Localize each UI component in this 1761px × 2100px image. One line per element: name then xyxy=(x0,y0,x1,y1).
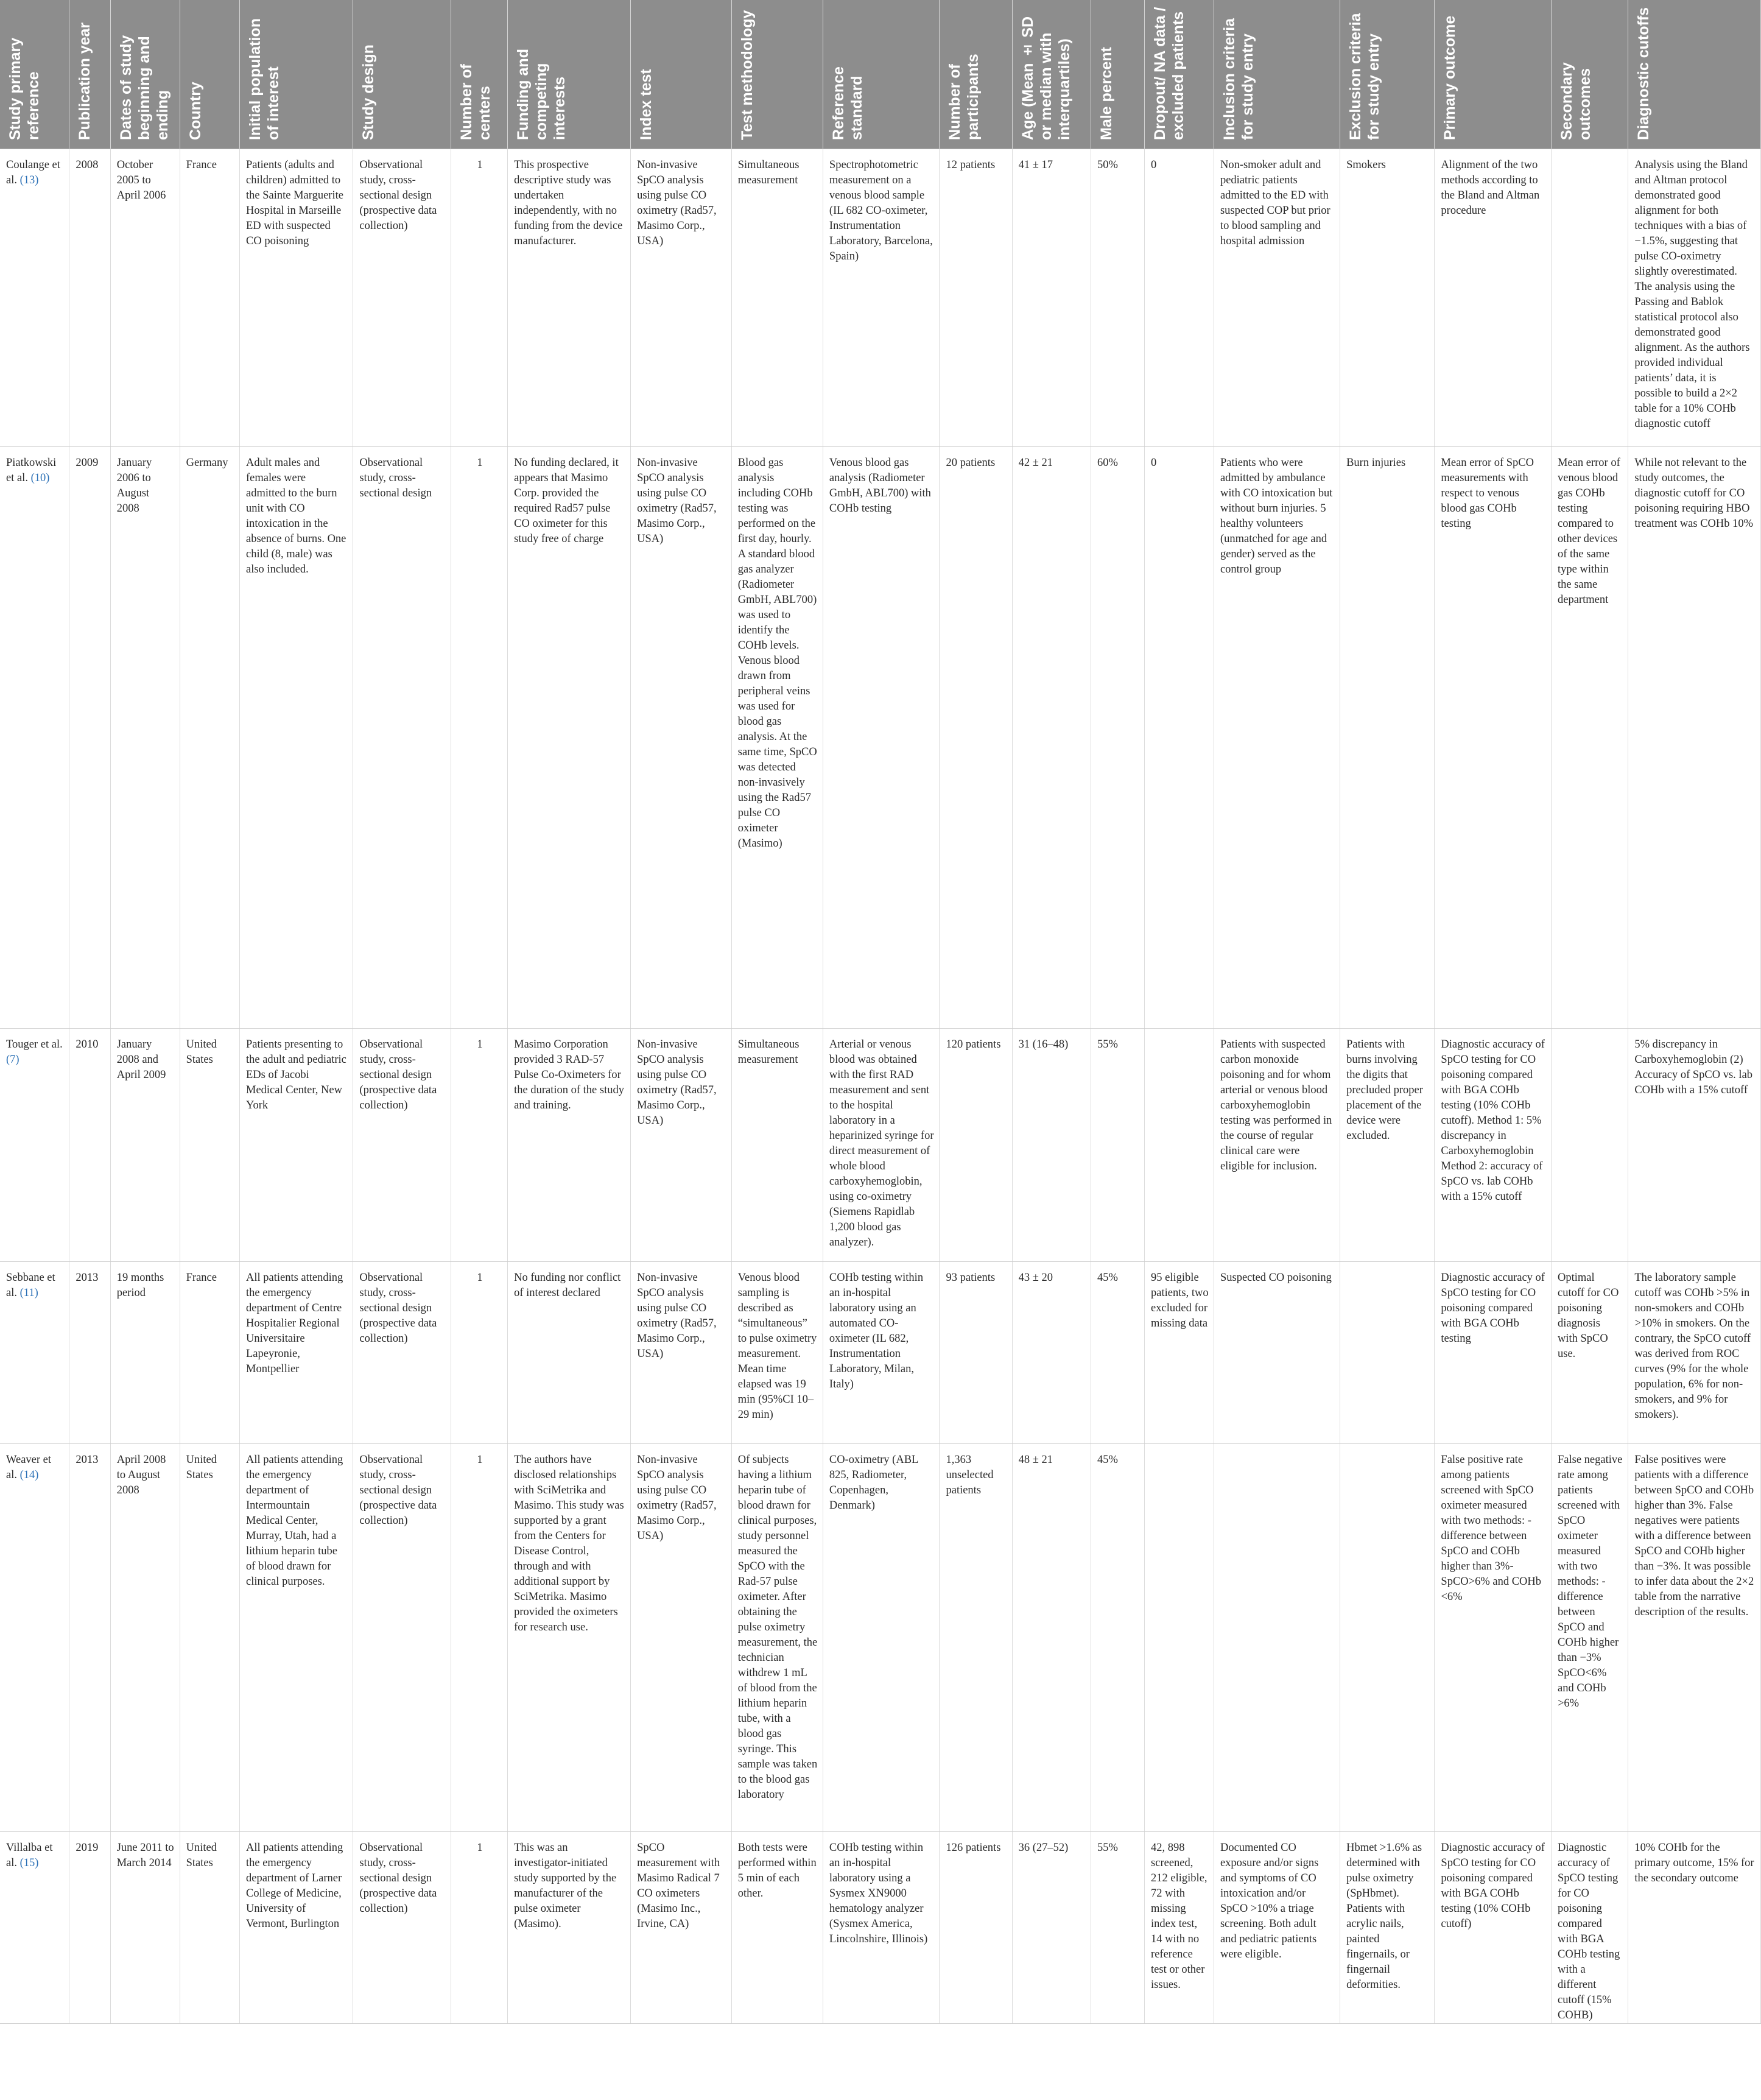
column-header: Number of participants xyxy=(940,0,1012,149)
cell-participants: 120 patients xyxy=(940,1029,1012,1262)
cell-male-percent: 55% xyxy=(1091,1832,1145,2024)
column-header: Number of centers xyxy=(451,0,507,149)
cell-centers: 1 xyxy=(451,1832,507,2024)
cell-population: Adult males and females were admitted to the burn unit with CO intoxication in the absence of burns. One child (8, male) was also included. xyxy=(240,447,353,1029)
cell-male-percent: 50% xyxy=(1091,149,1145,447)
cell-test-methodology: Blood gas analysis including COHb testing was performed on the first day, hourly. A standard blood gas analyzer (Radiometer GmbH, ABL700) was used to identify the COHb levels. Venous blood drawn from peripheral veins was used for blood gas analysis. At the same time, SpCO was detected non-invasively using the Rad57 pulse CO oximeter (Masimo) xyxy=(731,447,823,1029)
cell-age: 43 ± 20 xyxy=(1012,1262,1091,1444)
study-name: Touger et al. xyxy=(6,1038,63,1051)
cell-study-reference xyxy=(0,1029,69,1262)
cell-population: All patients attending the emergency department of Intermountain Medical Center, Murray, Utah, had a lithium heparin tube of blood drawn for clinical purposes. xyxy=(240,1444,353,1832)
cell-secondary-outcomes: False negative rate among patients screened with SpCO oximeter measured with two methods: -difference between SpCO and COHb higher than −3% SpCO<6% and COHb >6% xyxy=(1552,1444,1628,1832)
column-header: Index test xyxy=(631,0,732,149)
cell-diagnostic-cutoffs: While not relevant to the study outcomes, the diagnostic cutoff for CO poisoning requiring HBO treatment was COHb 10% xyxy=(1628,447,1761,1029)
table-row xyxy=(0,1262,1761,1444)
table-body xyxy=(0,149,1761,2024)
column-header: Dropout/ NA data / excluded patients xyxy=(1145,0,1214,149)
table-header xyxy=(0,0,1761,149)
cell-diagnostic-cutoffs: False positives were patients with a difference between SpCO and COHb higher than 3%. False negatives were patients with a difference between SpCO and COHb higher than −3%. It was possible to infer data about the 2×2 table from the narrative description of the results. xyxy=(1628,1444,1761,1832)
cell-country: United States xyxy=(180,1029,239,1262)
cell-reference-standard: COHb testing within an in-hospital laboratory using an automated CO-oximeter (IL 682, Instrumentation Laboratory, Milan, Italy) xyxy=(823,1262,940,1444)
column-header: Primary outcome xyxy=(1435,0,1552,149)
cell-exclusion: Smokers xyxy=(1340,149,1435,447)
cell-inclusion: Documented CO exposure and/or signs and symptoms of CO intoxication and/or SpCO >10% a triage screening. Both adult and pediatric patients were eligible. xyxy=(1214,1832,1340,2024)
cell-exclusion xyxy=(1340,1262,1435,1444)
cell-male-percent: 55% xyxy=(1091,1029,1145,1262)
cell-study-reference xyxy=(0,1262,69,1444)
cell-dropout: 0 xyxy=(1145,149,1214,447)
cell-dates: 19 months period xyxy=(110,1262,180,1444)
cell-centers: 1 xyxy=(451,1262,507,1444)
cell-participants: 126 patients xyxy=(940,1832,1012,2024)
citation-link[interactable]: (14) xyxy=(19,1469,39,1481)
cell-country: France xyxy=(180,1262,239,1444)
cell-secondary-outcomes: Diagnostic accuracy of SpCO testing for CO poisoning compared with BGA COHb testing with a different cutoff (15% COHB) xyxy=(1552,1832,1628,2024)
cell-primary-outcome: Alignment of the two methods according to the Bland and Altman procedure xyxy=(1435,149,1552,447)
cell-publication-year: 2013 xyxy=(69,1262,110,1444)
table-row xyxy=(0,1832,1761,2024)
cell-centers: 1 xyxy=(451,1444,507,1832)
cell-country: United States xyxy=(180,1444,239,1832)
cell-index-test: Non-invasive SpCO analysis using pulse CO oximetry (Rad57, Masimo Corp., USA) xyxy=(631,1262,732,1444)
column-header: Initial population of interest xyxy=(240,0,353,149)
cell-population: Patients presenting to the adult and pediatric EDs of Jacobi Medical Center, New York xyxy=(240,1029,353,1262)
cell-funding: This was an investigator-initiated study supported by the manufacturer of the pulse oximeter (Masimo). xyxy=(508,1832,631,2024)
cell-dates: October 2005 to April 2006 xyxy=(110,149,180,447)
cell-funding: No funding nor conflict of interest declared xyxy=(508,1262,631,1444)
cell-participants: 1,363 unselected patients xyxy=(940,1444,1012,1832)
cell-test-methodology: Simultaneous measurement xyxy=(731,149,823,447)
cell-publication-year: 2013 xyxy=(69,1444,110,1832)
table-row xyxy=(0,1029,1761,1262)
cell-reference-standard: Venous blood gas analysis (Radiometer GmbH, ABL700) with COHb testing xyxy=(823,447,940,1029)
column-header: Funding and competing interests xyxy=(508,0,631,149)
citation-link[interactable]: (13) xyxy=(19,174,39,186)
cell-age: 41 ± 17 xyxy=(1012,149,1091,447)
cell-publication-year: 2008 xyxy=(69,149,110,447)
cell-country: United States xyxy=(180,1832,239,2024)
cell-male-percent: 45% xyxy=(1091,1444,1145,1832)
cell-study-design: Observational study, cross-sectional design (prospective data collection) xyxy=(353,1029,451,1262)
cell-country: France xyxy=(180,149,239,447)
column-header: Diagnostic cutoffs xyxy=(1628,0,1761,149)
cell-centers: 1 xyxy=(451,447,507,1029)
cell-diagnostic-cutoffs: Analysis using the Bland and Altman protocol demonstrated good alignment for both techniques with a bias of −1.5%, suggesting that pulse CO-oximetry slightly overestimated. The analysis using the Passing and Bablok statistical protocol also demonstrated good alignment. As the authors provided individual patients’ data, it is possible to build a 2×2 table for a 10% COHb diagnostic cutoff xyxy=(1628,149,1761,447)
cell-population: All patients attending the emergency department of Centre Hospitalier Regional Universitaire Lapeyronie, Montpellier xyxy=(240,1262,353,1444)
cell-study-design: Observational study, cross-sectional design (prospective data collection) xyxy=(353,1832,451,2024)
cell-test-methodology: Of subjects having a lithium heparin tube of blood drawn for clinical purposes, study personnel measured the SpCO with the Rad-57 pulse oximeter. After obtaining the pulse oximetry measurement, the technician withdrew 1 mL of blood from the lithium heparin tube, with a blood gas syringe. This sample was taken to the blood gas laboratory xyxy=(731,1444,823,1832)
cell-secondary-outcomes: Mean error of venous blood gas COHb testing compared to other devices of the same type within the same department xyxy=(1552,447,1628,1029)
cell-participants: 93 patients xyxy=(940,1262,1012,1444)
cell-test-methodology: Simultaneous measurement xyxy=(731,1029,823,1262)
cell-study-design: Observational study, cross-sectional design xyxy=(353,447,451,1029)
cell-secondary-outcomes: Optimal cutoff for CO poisoning diagnosis with SpCO use. xyxy=(1552,1262,1628,1444)
study-name: Weaver et al. xyxy=(6,1454,51,1481)
study-name: Piatkowski et al. xyxy=(6,457,57,484)
column-header: Exclusion criteria for study entry xyxy=(1340,0,1435,149)
cell-centers: 1 xyxy=(451,1029,507,1262)
cell-study-reference xyxy=(0,1444,69,1832)
cell-inclusion: Suspected CO poisoning xyxy=(1214,1262,1340,1444)
column-header: Dates of study beginning and ending xyxy=(110,0,180,149)
column-header: Reference standard xyxy=(823,0,940,149)
cell-inclusion xyxy=(1214,1444,1340,1832)
cell-secondary-outcomes xyxy=(1552,1029,1628,1262)
cell-inclusion: Patients who were admitted by ambulance with CO intoxication but without burn injuries. 5 healthy volunteers (unmatched for age and gender) served as the control group xyxy=(1214,447,1340,1029)
cell-study-reference xyxy=(0,1832,69,2024)
cell-diagnostic-cutoffs: 10% COHb for the primary outcome, 15% for the secondary outcome xyxy=(1628,1832,1761,2024)
cell-reference-standard: COHb testing within an in-hospital laboratory using a Sysmex XN9000 hematology analyzer (Sysmex America, Lincolnshire, Illinois) xyxy=(823,1832,940,2024)
citation-link[interactable]: (10) xyxy=(30,472,50,484)
cell-study-reference xyxy=(0,447,69,1029)
cell-study-design: Observational study, cross-sectional design (prospective data collection) xyxy=(353,1444,451,1832)
cell-population: All patients attending the emergency department of Larner College of Medicine, University of Vermont, Burlington xyxy=(240,1832,353,2024)
cell-dates: April 2008 to August 2008 xyxy=(110,1444,180,1832)
cell-diagnostic-cutoffs: 5% discrepancy in Carboxyhemoglobin (2) Accuracy of SpCO vs. lab COHb with a 15% cutoff xyxy=(1628,1029,1761,1262)
cell-dates: January 2006 to August 2008 xyxy=(110,447,180,1029)
cell-index-test: Non-invasive SpCO analysis using pulse CO oximetry (Rad57, Masimo Corp., USA) xyxy=(631,149,732,447)
citation-link[interactable]: (11) xyxy=(19,1287,38,1299)
cell-study-design: Observational study, cross-sectional design (prospective data collection) xyxy=(353,1262,451,1444)
cell-male-percent: 60% xyxy=(1091,447,1145,1029)
cell-funding: No funding declared, it appears that Masimo Corp. provided the required Rad57 pulse CO oximeter for this study free of charge xyxy=(508,447,631,1029)
cell-dropout xyxy=(1145,1029,1214,1262)
header-row xyxy=(0,0,1761,149)
cell-study-design: Observational study, cross-sectional design (prospective data collection) xyxy=(353,149,451,447)
cell-dates: June 2011 to March 2014 xyxy=(110,1832,180,2024)
cell-dates: January 2008 and April 2009 xyxy=(110,1029,180,1262)
column-header: Publication year xyxy=(69,0,110,149)
table-row xyxy=(0,1444,1761,1832)
study-name: Villalba et al. xyxy=(6,1842,53,1869)
cell-age: 48 ± 21 xyxy=(1012,1444,1091,1832)
cell-test-methodology: Both tests were performed within 5 min of each other. xyxy=(731,1832,823,2024)
cell-age: 36 (27–52) xyxy=(1012,1832,1091,2024)
column-header: Country xyxy=(180,0,239,149)
column-header: Male percent xyxy=(1091,0,1145,149)
cell-index-test: Non-invasive SpCO analysis using pulse CO oximetry (Rad57, Masimo Corp., USA) xyxy=(631,447,732,1029)
study-name: Coulange et al. xyxy=(6,159,60,186)
cell-index-test: SpCO measurement with Masimo Radical 7 CO oximeters (Masimo Inc., Irvine, CA) xyxy=(631,1832,732,2024)
cell-participants: 20 patients xyxy=(940,447,1012,1029)
cell-primary-outcome: Mean error of SpCO measurements with respect to venous blood gas COHb testing xyxy=(1435,447,1552,1029)
cell-dropout xyxy=(1145,1444,1214,1832)
cell-dropout: 95 eligible patients, two excluded for missing data xyxy=(1145,1262,1214,1444)
cell-primary-outcome: Diagnostic accuracy of SpCO testing for CO poisoning compared with BGA COHb testing (10% COHb cutoff) xyxy=(1435,1832,1552,2024)
column-header: Test methodology xyxy=(731,0,823,149)
cell-study-reference xyxy=(0,149,69,447)
cell-exclusion: Hbmet >1.6% as determined with pulse oximetry (SpHbmet). Patients with acrylic nails, painted fingernails, or fingernail deformities. xyxy=(1340,1832,1435,2024)
cell-participants: 12 patients xyxy=(940,149,1012,447)
cell-age: 31 (16–48) xyxy=(1012,1029,1091,1262)
cell-exclusion xyxy=(1340,1444,1435,1832)
cell-reference-standard: CO-oximetry (ABL 825, Radiometer, Copenhagen, Denmark) xyxy=(823,1444,940,1832)
citation-link[interactable]: (15) xyxy=(19,1857,39,1869)
cell-dropout: 42, 898 screened, 212 eligible, 72 with missing index test, 14 with no reference test or other issues. xyxy=(1145,1832,1214,2024)
cell-diagnostic-cutoffs: The laboratory sample cutoff was COHb >5% in non-smokers and COHb >10% in smokers. On the contrary, the SpCO cutoff was derived from ROC curves (9% for the whole population, 6% for non-smokers, and 9% for smokers). xyxy=(1628,1262,1761,1444)
cell-funding: This prospective descriptive study was undertaken independently, with no funding from the device manufacturer. xyxy=(508,149,631,447)
cell-dropout: 0 xyxy=(1145,447,1214,1029)
cell-index-test: Non-invasive SpCO analysis using pulse CO oximetry (Rad57, Masimo Corp., USA) xyxy=(631,1029,732,1262)
cell-index-test: Non-invasive SpCO analysis using pulse CO oximetry (Rad57, Masimo Corp., USA) xyxy=(631,1444,732,1832)
cell-primary-outcome: Diagnostic accuracy of SpCO testing for CO poisoning compared with BGA COHb testing (10% COHb cutoff). Method 1: 5% discrepancy in Carboxyhemoglobin Method 2: accuracy of SpCO vs. lab COHb with a 15% cutoff xyxy=(1435,1029,1552,1262)
cell-funding: Masimo Corporation provided 3 RAD-57 Pulse Co-Oximeters for the duration of the study and training. xyxy=(508,1029,631,1262)
cell-country: Germany xyxy=(180,447,239,1029)
column-header: Age (Mean ± SD or median with interquartiles) xyxy=(1012,0,1091,149)
cell-inclusion: Non-smoker adult and pediatric patients admitted to the ED with suspected COP but prior to blood sampling and hospital admission xyxy=(1214,149,1340,447)
cell-centers: 1 xyxy=(451,149,507,447)
cell-publication-year: 2010 xyxy=(69,1029,110,1262)
column-header: Inclusion criteria for study entry xyxy=(1214,0,1340,149)
cell-publication-year: 2009 xyxy=(69,447,110,1029)
study-name: Sebbane et al. xyxy=(6,1272,55,1299)
cell-test-methodology: Venous blood sampling is described as “simultaneous” to pulse oximetry measurement. Mean time elapsed was 19 min (95%CI 10–29 min) xyxy=(731,1262,823,1444)
cell-male-percent: 45% xyxy=(1091,1262,1145,1444)
cell-primary-outcome: False positive rate among patients screened with SpCO oximeter measured with two methods: -difference between SpCO and COHb higher than 3%- SpCO>6% and COHb <6% xyxy=(1435,1444,1552,1832)
cell-secondary-outcomes xyxy=(1552,149,1628,447)
cell-funding: The authors have disclosed relationships with SciMetrika and Masimo. This study was supported by a grant from the Centers for Disease Control, through and with additional support by SciMetrika. Masimo provided the oximeters for research use. xyxy=(508,1444,631,1832)
cell-exclusion: Patients with burns involving the digits that precluded proper placement of the device were excluded. xyxy=(1340,1029,1435,1262)
column-header: Study primary reference xyxy=(0,0,69,149)
cell-inclusion: Patients with suspected carbon monoxide poisoning and for whom arterial or venous blood carboxyhemoglobin testing was performed in the course of regular clinical care were eligible for inclusion. xyxy=(1214,1029,1340,1262)
citation-link[interactable]: (7) xyxy=(6,1054,19,1066)
cell-population: Patients (adults and children) admitted to the Sainte Marguerite Hospital in Marseille ED with suspected CO poisoning xyxy=(240,149,353,447)
column-header: Secondary outcomes xyxy=(1552,0,1628,149)
table-row xyxy=(0,447,1761,1029)
cell-publication-year: 2019 xyxy=(69,1832,110,2024)
column-header: Study design xyxy=(353,0,451,149)
cell-reference-standard: Arterial or venous blood was obtained with the first RAD measurement and sent to the hospital laboratory in a heparinized syringe for direct measurement of whole blood carboxyhemoglobin, using co-oximetry (Siemens Rapidlab 1,200 blood gas analyzer). xyxy=(823,1029,940,1262)
cell-age: 42 ± 21 xyxy=(1012,447,1091,1029)
cell-reference-standard: Spectrophotometric measurement on a venous blood sample (IL 682 CO-oximeter, Instrumentation Laboratory, Barcelona, Spain) xyxy=(823,149,940,447)
cell-exclusion: Burn injuries xyxy=(1340,447,1435,1029)
cell-primary-outcome: Diagnostic accuracy of SpCO testing for CO poisoning compared with BGA COHb testing xyxy=(1435,1262,1552,1444)
table-row xyxy=(0,149,1761,447)
